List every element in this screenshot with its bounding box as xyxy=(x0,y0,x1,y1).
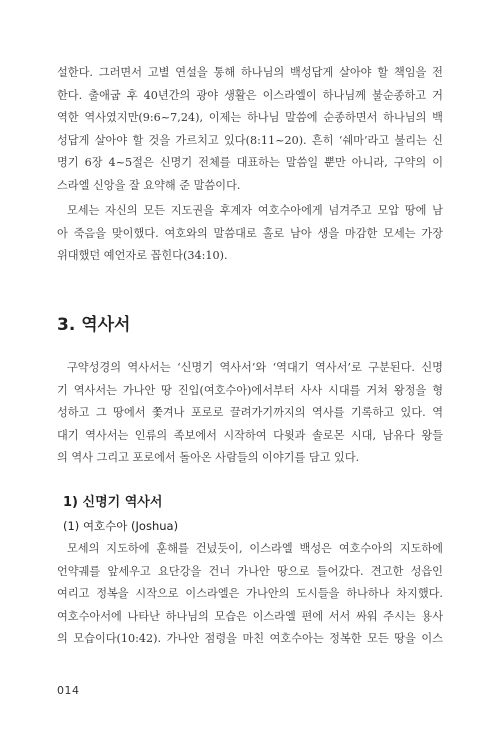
text-line: 아 죽음을 맞이했다. 여호와의 말씀대로 홀로 남아 생을 마감한 모세는 가장 xyxy=(57,226,443,240)
text-line: 성하고 그 땅에서 쫓겨나 포로로 끌려가기까지의 역사를 기록하고 있다. 역 xyxy=(57,406,443,420)
text-line: 의 모습이다(10:42). 가나안 점령을 마친 여호수아는 정복한 모든 땅을 이스 xyxy=(57,632,443,646)
text-line: 스라엘 신앙을 잘 요약해 준 말씀이다. xyxy=(57,178,241,192)
paragraph-history-books xyxy=(57,357,443,470)
page-number: 014 xyxy=(57,684,80,697)
paragraph-deuteronomy-summary xyxy=(57,62,443,198)
text-line: 모세의 지도하에 훈해를 건넜듯이, 이스라엘 백성은 여호수아의 지도하에 xyxy=(67,542,443,555)
text-line: 구약성경의 역사서는 ‘신명기 역사서’와 ‘역대기 역사서’로 구분된다. 신명 xyxy=(67,361,443,374)
text-line: 명기 6장 4~5절은 신명기 전체를 대표하는 말씀일 뿐만 아니라, 구약의 이 xyxy=(57,156,443,170)
text-line: 성답게 살아야 할 것을 가르치고 있다(8:11~20). 흔히 ‘쉐마’라고 불리는 신 xyxy=(57,133,443,147)
text-line: 여리고 정복을 시작으로 이스라엘은 가나안의 도시들을 하나하나 차지했다. xyxy=(57,587,443,601)
text-line: 의 역사 그리고 포로에서 돌아온 사람들의 이야기를 담고 있다. xyxy=(57,451,360,465)
text-line: 대기 역사서는 인류의 족보에서 시작하여 다윗과 솔로몬 시대, 남유다 왕들 xyxy=(57,428,443,442)
text-line: 여호수아서에 나타난 하나님의 모습은 이스라엘 편에 서서 싸워 주시는 용사 xyxy=(57,609,443,623)
section-heading: 3. 역사서 xyxy=(57,315,131,335)
text-line: 기 역사서는 가나안 땅 진입(여호수아)에서부터 사사 시대를 거쳐 왕정을 형 xyxy=(57,383,443,397)
subsection-heading: 1) 신명기 역사서 xyxy=(63,495,163,510)
subsubsection-heading: (1) 여호수아 (Joshua) xyxy=(63,519,179,533)
text-line: 언약궤를 앞세우고 요단강을 건너 가나안 땅으로 들어갔다. 견고한 성읍인 xyxy=(57,564,443,578)
text-line: 한다. 출애굽 후 40년간의 광야 생활은 이스라엘이 하나님께 불순종하고 거 xyxy=(57,88,443,102)
text-line: 위대했던 예언자로 꼽힌다(34:10). xyxy=(57,249,228,263)
text-line: 설한다. 그러면서 고별 연설을 통해 하나님의 백성답게 살아야 할 책임을 전 xyxy=(57,66,443,79)
paragraph-moses-death xyxy=(57,200,443,268)
text-line: 모세는 자신의 모든 지도권을 후계자 여호수아에게 넘겨주고 모압 땅에 남 xyxy=(67,204,443,217)
paragraph-joshua xyxy=(57,538,443,651)
text-line: 역한 역사였지만(9:6~7,24), 이제는 하나님 말씀에 순종하면서 하나님의 백 xyxy=(57,111,443,125)
